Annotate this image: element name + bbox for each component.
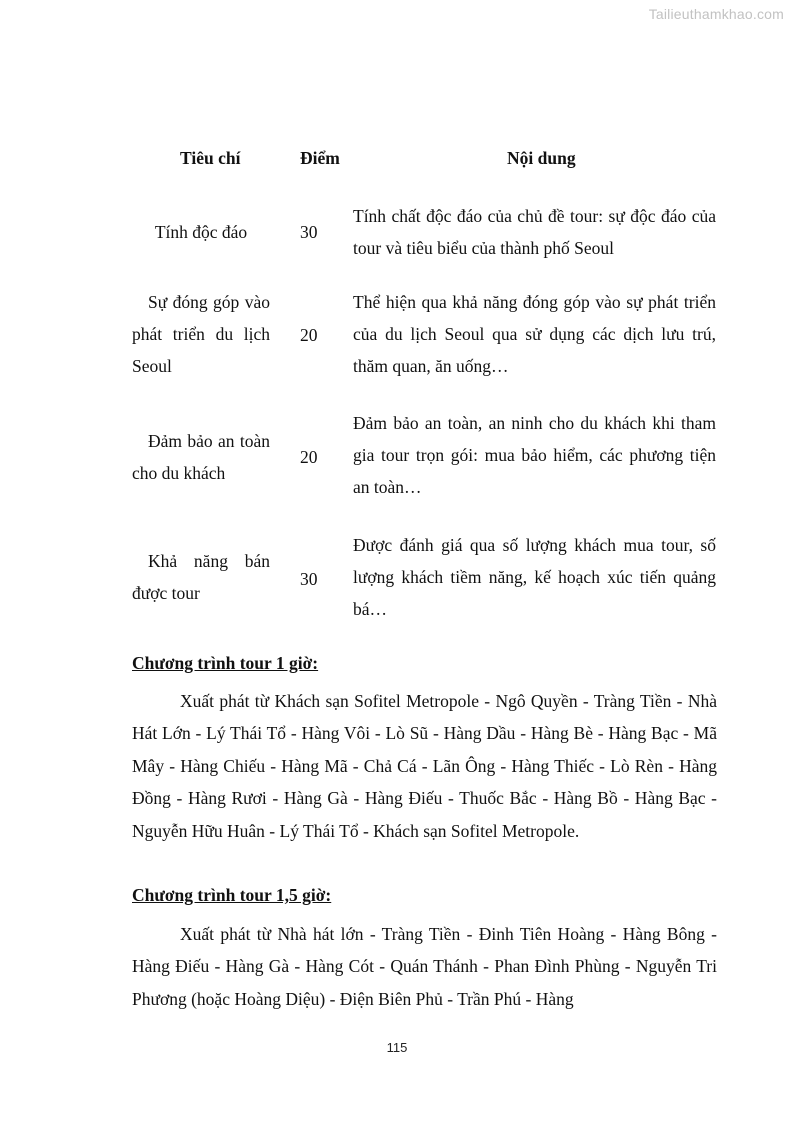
header-content: Nội dung — [507, 148, 576, 168]
criterion-cell: Đảm bảo an toàn cho du khách — [132, 431, 270, 483]
header-criterion: Tiêu chí — [180, 148, 241, 168]
section-body-tour-1-5h: Xuất phát từ Nhà hát lớn - Tràng Tiền - Đinh Tiên Hoàng - Hàng Bông - Hàng Điếu - Hàng Gà - Hàng Cót - Quán Thánh - Phan Đình Phùng - Nguyễn Tri Phương (hoặc Hoàng Diệu) - Điện Biên Phủ - Trần Phú - Hàng — [132, 924, 717, 1009]
page-number: 115 — [386, 1040, 408, 1055]
section-title-tour-1h: Chương trình tour 1 giờ: — [132, 653, 319, 673]
content-cell: Đảm bảo an toàn, an ninh cho du khách khi tham gia tour trọn gói: mua bảo hiểm, các phương tiện an toàn… — [353, 413, 716, 497]
criterion-cell: Sự đóng góp vào phát triển du lịch Seoul — [132, 292, 270, 376]
section-body-tour-1h: Xuất phát từ Khách sạn Sofitel Metropole - Ngô Quyền - Tràng Tiền - Nhà Hát Lớn - Lý Thái Tổ - Hàng Vôi - Lò Sũ - Hàng Dầu - Hàng Bè - Hàng Bạc - Mã Mây - Hàng Chiếu - Hàng Mã - Chả Cá - Lãn Ông - Hàng Thiếc - Lò Rèn - Hàng Đồng - Hàng Rươi - Hàng Gà - Hàng Điếu - Thuốc Bắc - Hàng Bồ - Hàng Bạc - Nguyễn Hữu Huân - Lý Thái Tổ - Khách sạn Sofitel Metropole. — [132, 691, 717, 841]
score-cell: 30 — [300, 569, 318, 589]
content-cell: Thể hiện qua khả năng đóng góp vào sự phát triển của du lịch Seoul qua sử dụng các dịch lưu trú, thăm quan, ăn uống… — [353, 292, 716, 376]
content-cell: Được đánh giá qua số lượng khách mua tour, số lượng khách tiềm năng, kế hoạch xúc tiến quảng bá… — [353, 535, 716, 619]
criterion-cell: Khả năng bán được tour — [132, 551, 270, 603]
header-score: Điểm — [300, 148, 340, 168]
section-title-tour-1-5h: Chương trình tour 1,5 giờ: — [132, 885, 332, 905]
content-cell: Tính chất độc đáo của chủ đề tour: sự độc đáo của tour và tiêu biểu của thành phố Seoul — [353, 206, 716, 258]
score-cell: 30 — [300, 222, 318, 242]
score-cell: 20 — [300, 447, 318, 467]
score-cell: 20 — [300, 325, 318, 345]
criterion-cell: Tính độc đáo — [154, 222, 248, 242]
watermark: Tailieuthamkhao.com — [648, 6, 784, 22]
